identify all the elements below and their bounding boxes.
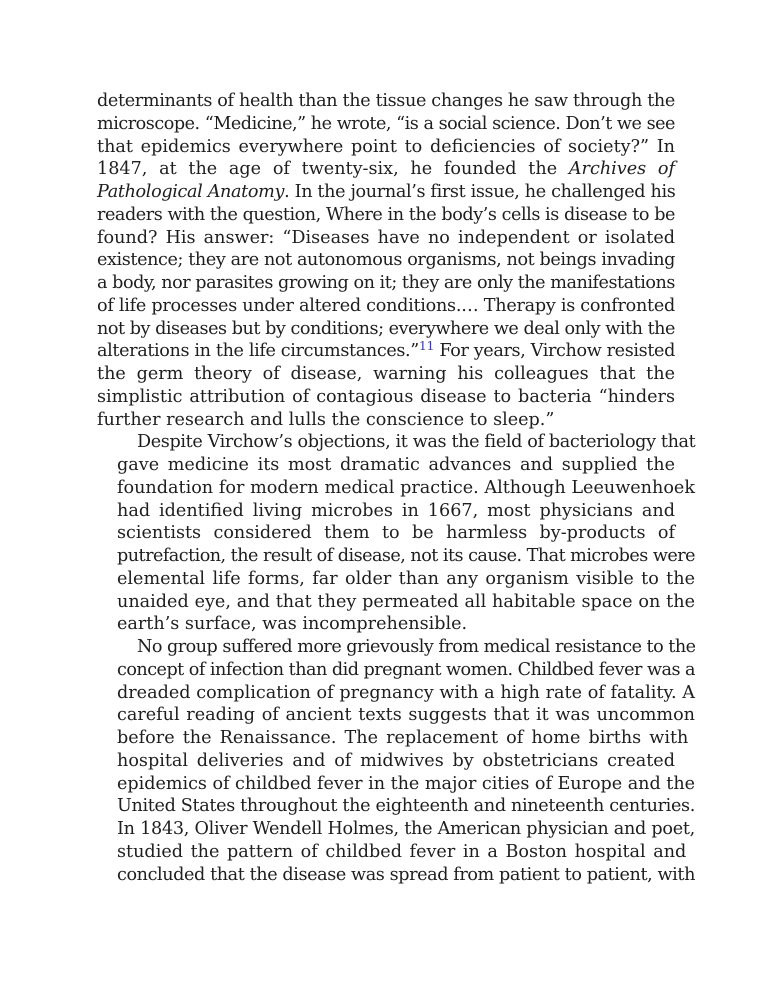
italic-title: Archives of: [568, 159, 675, 180]
text-line: scientists considered them to be harmless by-products of: [117, 523, 675, 544]
text-line: elemental life forms, far older than any organism visible to the: [117, 568, 695, 589]
footnote-reference[interactable]: 11: [418, 338, 435, 354]
text-line: of life processes under altered conditions.… Therapy is confronted: [97, 295, 675, 316]
text-line: hospital deliveries and of midwives by obstetricians created: [117, 750, 675, 771]
text-run: 1847, at the age of twenty-six, he founded the: [97, 159, 569, 180]
text-line: epidemics of childbed fever in the major cities of Europe and the: [117, 773, 696, 794]
text-line: [97, 158, 675, 181]
text-line: [97, 181, 675, 204]
text-line: unaided eye, and that they permeated all habitable space on the: [117, 591, 695, 612]
text-line: concept of infection than did pregnant women. Childbed fever was a: [117, 659, 695, 680]
text-line: Despite Virchow’s objections, it was the field of bacteriology that: [137, 432, 696, 453]
text-line: studied the pattern of childbed fever in a Boston hospital and: [117, 841, 687, 862]
text-line: simplistic attribution of contagious disease to bacteria “hinders: [97, 386, 675, 407]
text-line: putrefaction, the result of disease, not its cause. That microbes were: [117, 546, 695, 566]
text-line: dreaded complication of pregnancy with a high rate of fatality. A: [117, 682, 695, 703]
text-line: careful reading of ancient texts suggests that it was uncommon: [117, 705, 695, 726]
page-body: [97, 90, 696, 886]
text-run: For years, Virchow resisted: [434, 341, 675, 362]
italic-title: Pathological Anatomy: [97, 182, 285, 202]
text-line: a body, nor parasites growing on it; they are only the manifestations: [97, 273, 675, 293]
text-line: microscope. “Medicine,” he wrote, “is a social science. Don’t we see: [97, 113, 675, 134]
text-line: United States throughout the eighteenth and nineteenth centuries.: [117, 796, 695, 817]
text-line: not by diseases but by conditions; everywhere we deal only with the: [97, 318, 675, 339]
text-line: earth’s surface, was incomprehensible.: [117, 614, 468, 635]
text-line: concluded that the disease was spread from patient to patient, with: [117, 864, 695, 885]
text-line: before the Renaissance. The replacement of home births with: [117, 728, 689, 748]
text-run: alterations in the life circumstances.”: [97, 341, 419, 362]
text-line: determinants of health than the tissue changes he saw through the: [97, 91, 675, 111]
text-line: had identified living microbes in 1667, most physicians and: [117, 500, 675, 521]
text-line: existence; they are not autonomous organisms, not beings invading: [97, 250, 675, 271]
text-line: In 1843, Oliver Wendell Holmes, the American physician and poet,: [117, 819, 695, 839]
text-line: gave medicine its most dramatic advances and supplied the: [117, 455, 675, 475]
paragraph: [97, 90, 675, 431]
text-line: [97, 340, 675, 363]
text-line: readers with the question, Where in the body’s cells is disease to be: [97, 204, 675, 225]
text-line: the germ theory of disease, warning his colleagues that the: [97, 364, 675, 384]
text-line: No group suffered more grievously from medical resistance to the: [137, 637, 696, 657]
text-line: further research and lulls the conscience to sleep.”: [97, 409, 555, 430]
text-line: that epidemics everywhere point to deficiencies of society?” In: [97, 136, 675, 157]
text-line: found? His answer: “Diseases have no independent or isolated: [97, 227, 675, 248]
paragraph: [97, 431, 696, 636]
paragraph: [97, 636, 696, 886]
text-line: foundation for modern medical practice. Although Leeuwenhoek: [117, 477, 695, 498]
text-run: . In the journal’s first issue, he challenged his: [284, 182, 676, 202]
